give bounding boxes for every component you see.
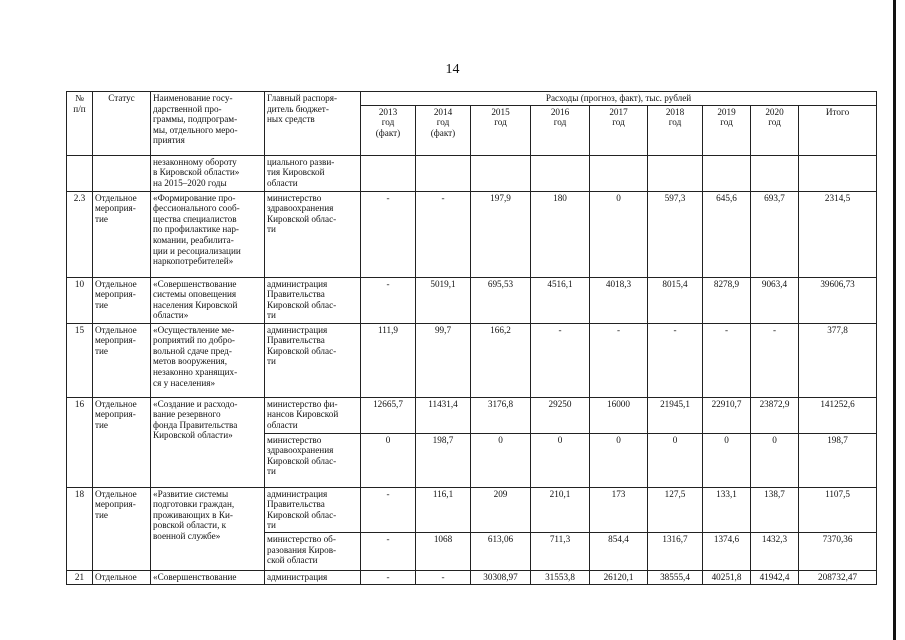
row-value-2016: 29250: [531, 397, 590, 433]
table-row: [67, 277, 877, 323]
row-num: [67, 155, 93, 191]
row-value-2019: 1374,6: [703, 532, 751, 570]
row-value-2019: 645,6: [703, 191, 751, 277]
row-executor: министерство здравоохранения Кировской облас- ти: [265, 433, 361, 487]
row-executor: администрация Правительства Кировской облас- ти: [265, 277, 361, 323]
row-value-2016: 711,3: [531, 532, 590, 570]
row-value-2019: -: [703, 323, 751, 397]
row-value-2016: 180: [531, 191, 590, 277]
row-value-2018: 0: [648, 433, 703, 487]
row-value-2013: -: [361, 487, 416, 532]
row-status: Отдельное мероприя- тие: [93, 277, 151, 323]
row-value-2020: 0: [751, 433, 799, 487]
table-row: [67, 570, 877, 584]
row-value-2015: 30308,97: [471, 570, 531, 584]
row-value-2020: 1432,3: [751, 532, 799, 570]
row-name: «Совершенствование системы оповещения населения Кировской области»: [151, 277, 265, 323]
row-value-2014: [416, 155, 471, 191]
row-value-2017: 16000: [590, 397, 648, 433]
row-executor: министерство фи- нансов Кировской области: [265, 397, 361, 433]
row-executor: администрация Правительства Кировской облас- ти: [265, 487, 361, 532]
row-value-2017: 173: [590, 487, 648, 532]
table-row: [67, 487, 877, 532]
row-value-total: 377,8: [799, 323, 877, 397]
row-value-2019: 0: [703, 433, 751, 487]
row-value-total: 198,7: [799, 433, 877, 487]
row-value-2014: 99,7: [416, 323, 471, 397]
row-value-2019: 22910,7: [703, 397, 751, 433]
row-value-2020: 23872,9: [751, 397, 799, 433]
row-value-2013: 0: [361, 433, 416, 487]
row-value-2018: 38555,4: [648, 570, 703, 584]
row-value-2014: -: [416, 570, 471, 584]
row-status: Отдельное мероприя- тие: [93, 191, 151, 277]
table-row: [67, 397, 877, 433]
row-value-2014: 116,1: [416, 487, 471, 532]
expenses-table: [66, 91, 877, 585]
row-num: 10: [67, 277, 93, 323]
row-value-2020: 693,7: [751, 191, 799, 277]
row-value-2018: -: [648, 323, 703, 397]
row-executor: администрация: [265, 570, 361, 584]
page-number: 14: [445, 62, 460, 77]
row-value-2017: 4018,3: [590, 277, 648, 323]
row-value-2016: -: [531, 323, 590, 397]
row-value-2015: 209: [471, 487, 531, 532]
row-value-total: 2314,5: [799, 191, 877, 277]
row-value-2016: 4516,1: [531, 277, 590, 323]
row-value-2020: 138,7: [751, 487, 799, 532]
row-value-2020: [751, 155, 799, 191]
row-value-2019: [703, 155, 751, 191]
row-value-total: [799, 155, 877, 191]
row-value-2018: [648, 155, 703, 191]
row-value-2013: 111,9: [361, 323, 416, 397]
row-value-2017: [590, 155, 648, 191]
row-value-2017: 26120,1: [590, 570, 648, 584]
row-value-2013: 12665,7: [361, 397, 416, 433]
row-value-total: 1107,5: [799, 487, 877, 532]
table-row: [67, 323, 877, 397]
row-value-2013: -: [361, 277, 416, 323]
row-value-2017: 0: [590, 433, 648, 487]
row-value-2014: 198,7: [416, 433, 471, 487]
row-value-2017: 0: [590, 191, 648, 277]
row-name: незаконному обороту в Кировской области» на 2015–2020 годы: [151, 155, 265, 191]
header-row-top: [67, 92, 877, 106]
row-name: «Осуществление ме- роприятий по добро- вольной сдаче пред- метов вооружения, незаконно хранящих- ся у населения»: [151, 323, 265, 397]
row-status: [93, 155, 151, 191]
row-value-total: 141252,6: [799, 397, 877, 433]
row-value-2013: -: [361, 191, 416, 277]
row-value-2019: 8278,9: [703, 277, 751, 323]
row-value-2019: 40251,8: [703, 570, 751, 584]
row-name: «Создание и расходо- вание резервного фонда Правительства Кировской области»: [151, 397, 265, 487]
row-num: 16: [67, 397, 93, 487]
row-value-2016: 210,1: [531, 487, 590, 532]
header-num: № п/п: [67, 92, 93, 156]
row-name: «Развитие системы подготовки граждан, проживающих в Ки- ровской области, к военной службе»: [151, 487, 265, 570]
row-value-2014: 1068: [416, 532, 471, 570]
row-value-2017: 854,4: [590, 532, 648, 570]
row-value-2018: 1316,7: [648, 532, 703, 570]
row-value-2018: 127,5: [648, 487, 703, 532]
row-value-2018: 597,3: [648, 191, 703, 277]
row-executor: министерство об- разования Киров- ской области: [265, 532, 361, 570]
row-value-2019: 133,1: [703, 487, 751, 532]
row-value-2013: -: [361, 570, 416, 584]
row-value-2020: 9063,4: [751, 277, 799, 323]
row-status: Отдельное мероприя- тие: [93, 397, 151, 487]
table-row: [67, 191, 877, 277]
row-value-2017: -: [590, 323, 648, 397]
row-name: «Совершенствование: [151, 570, 265, 584]
row-value-2014: -: [416, 191, 471, 277]
row-executor: администрация Правительства Кировской облас- ти: [265, 323, 361, 397]
row-value-2015: [471, 155, 531, 191]
header-year-2015: 2015 год: [471, 105, 531, 155]
row-value-2015: 695,53: [471, 277, 531, 323]
header-year-2020: 2020 год: [751, 105, 799, 155]
row-num: 15: [67, 323, 93, 397]
row-value-2015: 0: [471, 433, 531, 487]
row-name: «Формирование про- фессионального сооб- щества специалистов по профилактике нар- комании, реабилита- ции и ресоциализации наркопотребителей»: [151, 191, 265, 277]
header-status: Статус: [93, 92, 151, 156]
row-status: Отдельное: [93, 570, 151, 584]
table-row: [67, 155, 877, 191]
header-year-2018: 2018 год: [648, 105, 703, 155]
header-executor: Главный распоря- дитель бюджет- ных средств: [265, 92, 361, 156]
row-num: 2.3: [67, 191, 93, 277]
header-total: Итого: [799, 105, 877, 155]
header-expenses: Расходы (прогноз, факт), тыс. рублей: [361, 92, 877, 106]
row-value-total: 39606,73: [799, 277, 877, 323]
header-year-2019: 2019 год: [703, 105, 751, 155]
header-name: Наименование госу- дарственной про- граммы, подпрограм- мы, отдельного меро- приятия: [151, 92, 265, 156]
header-year-2013: 2013 год (факт): [361, 105, 416, 155]
row-value-total: 7370,36: [799, 532, 877, 570]
row-value-2016: 0: [531, 433, 590, 487]
row-value-2020: -: [751, 323, 799, 397]
header-year-2017: 2017 год: [590, 105, 648, 155]
row-status: Отдельное мероприя- тие: [93, 323, 151, 397]
row-value-2018: 21945,1: [648, 397, 703, 433]
row-executor: министерство здравоохранения Кировской облас- ти: [265, 191, 361, 277]
row-value-2015: 3176,8: [471, 397, 531, 433]
header-year-2016: 2016 год: [531, 105, 590, 155]
row-value-2020: 41942,4: [751, 570, 799, 584]
row-value-2013: -: [361, 532, 416, 570]
row-value-2015: 197,9: [471, 191, 531, 277]
page-edge-bar: [893, 0, 896, 640]
row-value-2015: 613,06: [471, 532, 531, 570]
row-value-2016: 31553,8: [531, 570, 590, 584]
row-num: 21: [67, 570, 93, 584]
row-executor: циального разви- тия Кировской области: [265, 155, 361, 191]
row-value-2013: [361, 155, 416, 191]
row-status: Отдельное мероприя- тие: [93, 487, 151, 570]
row-value-2014: 11431,4: [416, 397, 471, 433]
row-value-2014: 5019,1: [416, 277, 471, 323]
header-year-2014: 2014 год (факт): [416, 105, 471, 155]
row-num: 18: [67, 487, 93, 570]
row-value-2016: [531, 155, 590, 191]
row-value-2018: 8015,4: [648, 277, 703, 323]
row-value-total: 208732,47: [799, 570, 877, 584]
row-value-2015: 166,2: [471, 323, 531, 397]
